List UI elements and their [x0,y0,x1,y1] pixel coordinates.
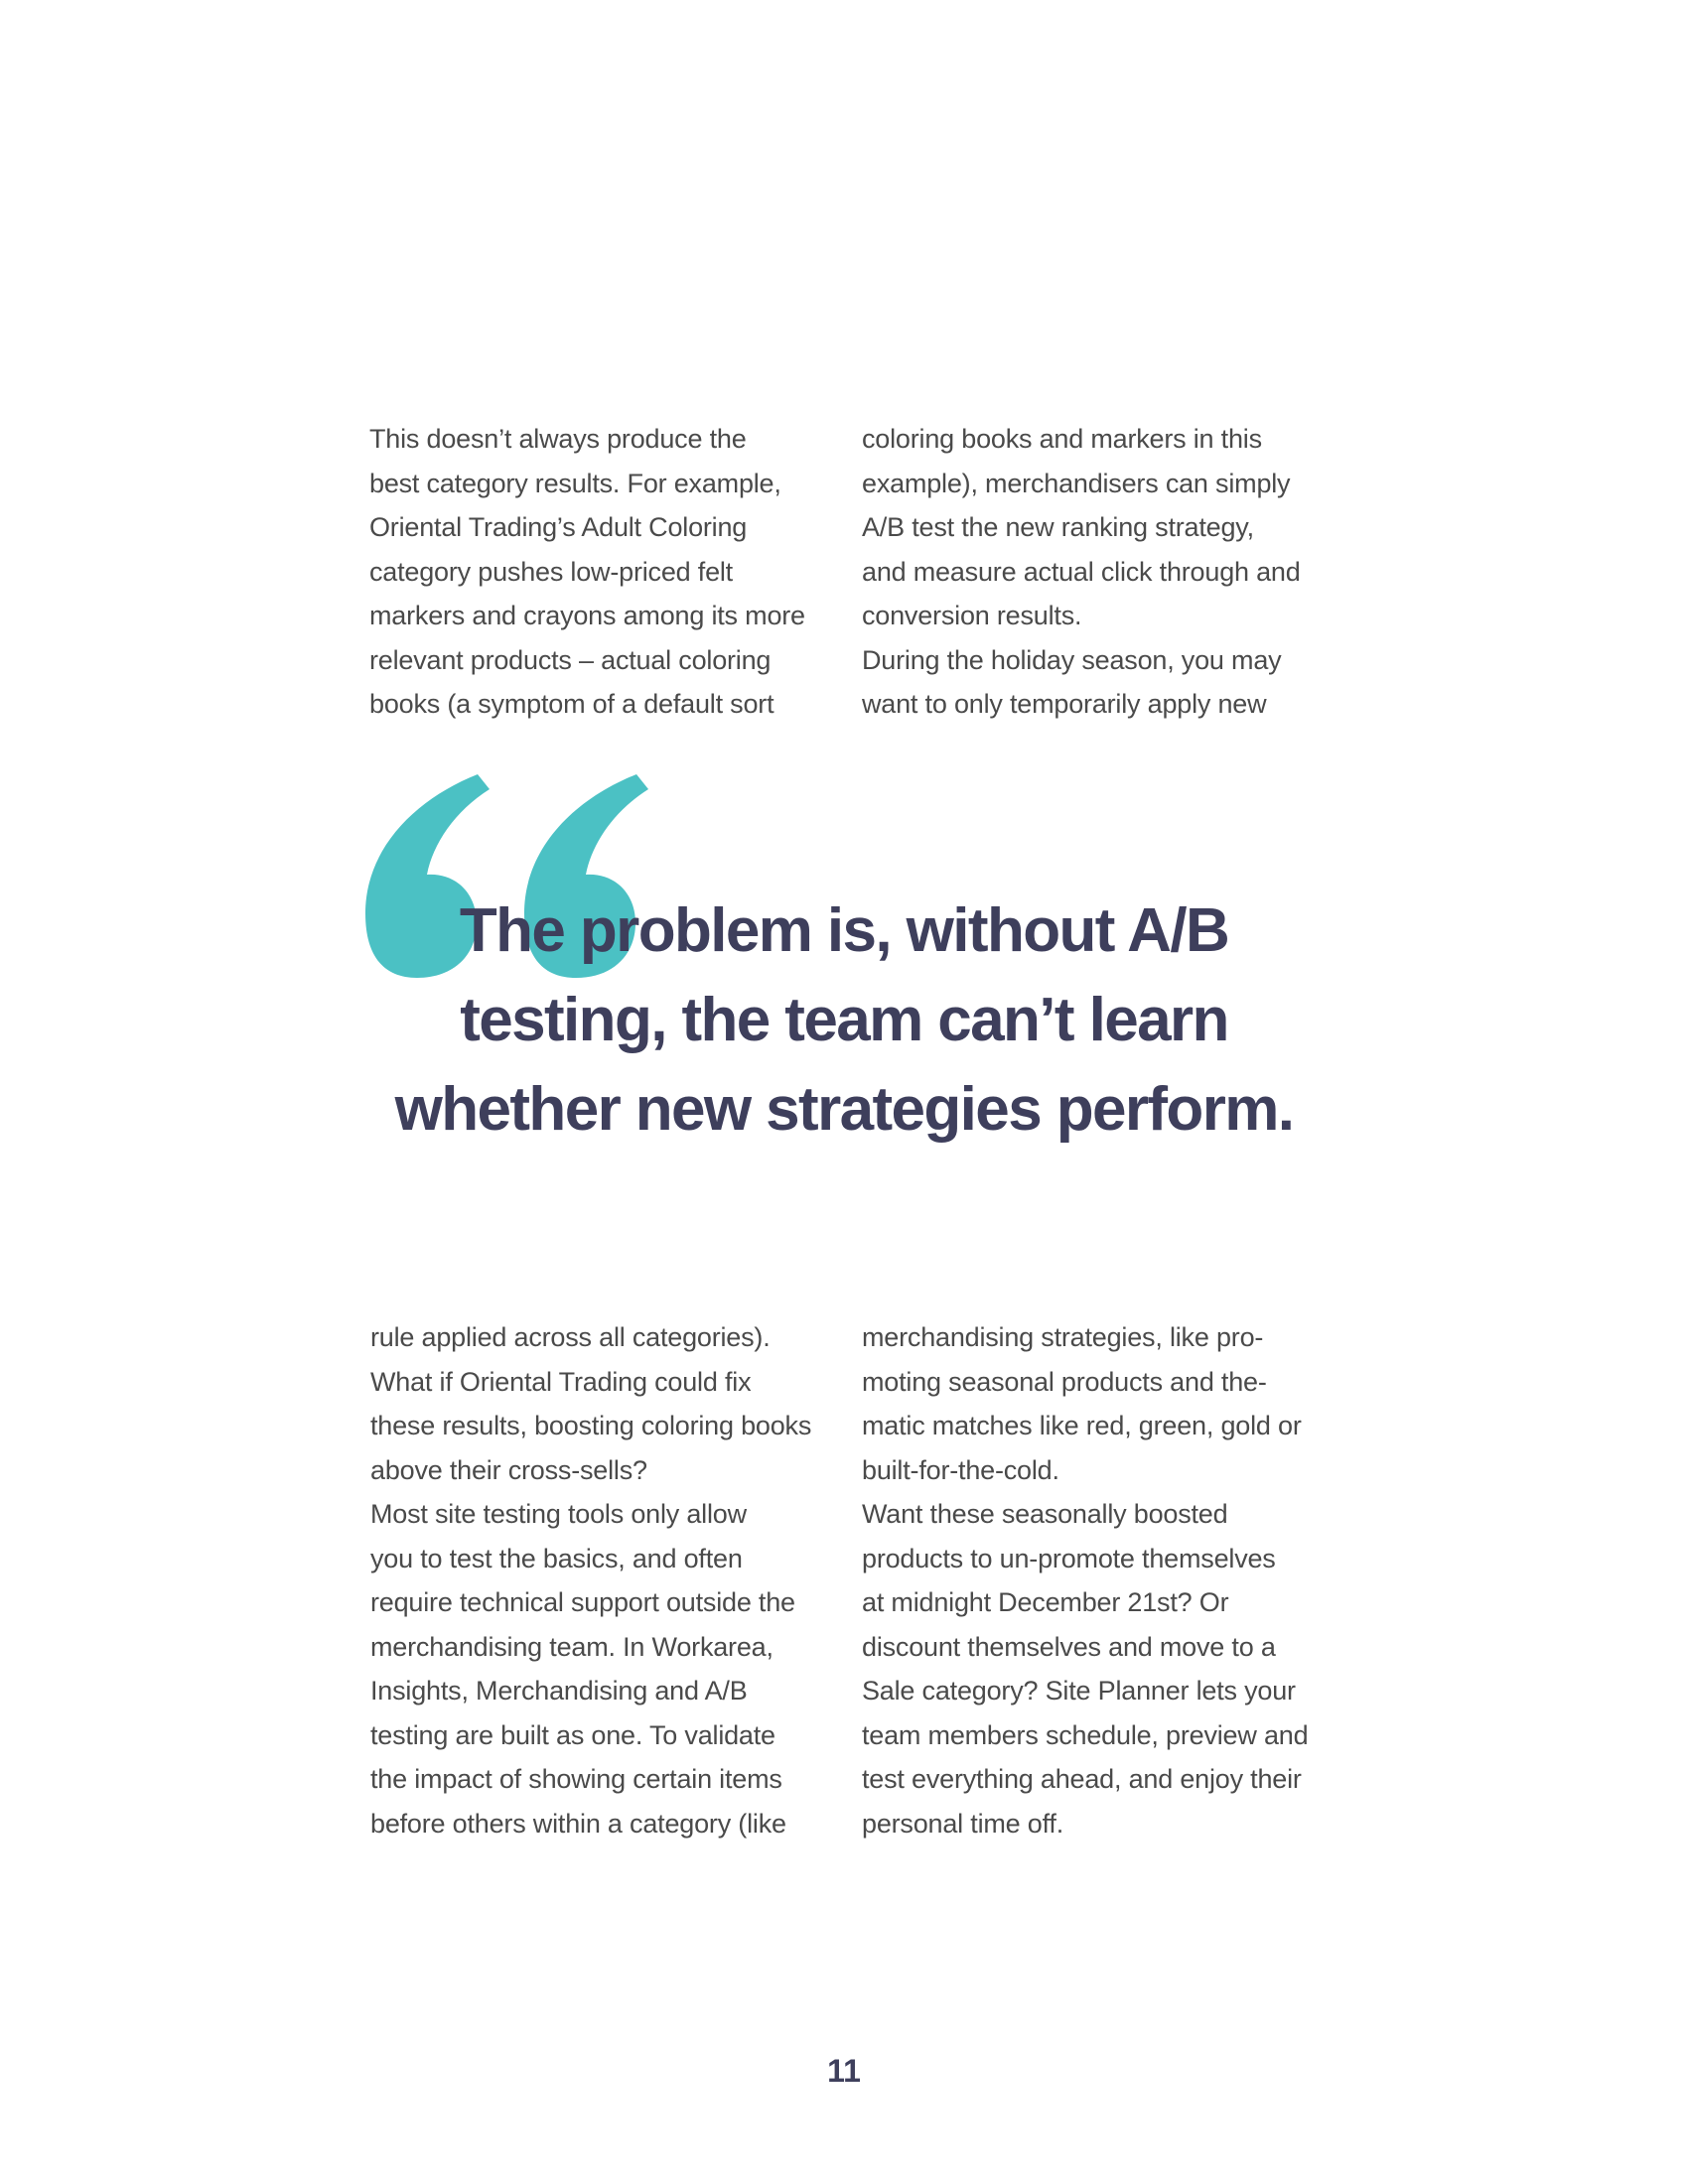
text-line: What if Oriental Trading could fix [370,1366,752,1397]
text-line: During the holiday season, you may [862,644,1282,675]
text-line: the impact of showing certain items [370,1764,782,1794]
text-line: merchandising strategies, like pro- [862,1322,1264,1352]
text-line: testing are built as one. To validate [370,1719,775,1750]
text-line: rule applied across all categories). [370,1322,771,1352]
text-line: require technical support outside the [370,1587,795,1617]
text-line: test everything ahead, and enjoy their [862,1764,1302,1794]
text-line: conversion results. [862,601,1082,630]
body-column-top-left [369,417,805,727]
text-line: A/B test the new ranking strategy, [862,512,1254,542]
text-line: you to test the basics, and often [370,1543,743,1573]
text-line: best category results. For example, [369,468,781,498]
text-line: team members schedule, preview and [862,1719,1309,1750]
text-line: these results, boosting coloring books [370,1411,812,1440]
text-line: relevant products – actual coloring [369,644,772,675]
text-line: books (a symptom of a default sort [369,689,774,719]
text-line: built-for-the-cold. [862,1454,1059,1485]
text-line: and measure actual click through and [862,556,1301,587]
text-line: discount themselves and move to a [862,1631,1276,1662]
text-line: matic matches like red, green, gold or [862,1411,1302,1440]
page-number: 11 [827,2053,861,2089]
text-line: products to un-promote themselves [862,1543,1276,1573]
pull-quote-line: whether new strategies perform. [394,1075,1294,1144]
text-line: example), merchandisers can simply [862,468,1291,498]
body-column-bottom-right [862,1315,1308,1845]
pull-quote-line: testing, the team can’t learn [460,986,1228,1054]
text-line: above their cross-sells? [370,1454,647,1485]
pull-quote [338,887,1350,1155]
pull-quote-line: The problem is, without A/B [459,896,1229,965]
text-line: want to only temporarily apply new [862,689,1267,719]
text-line: Most site testing tools only allow [370,1499,747,1529]
text-line: This doesn’t always produce the [369,424,747,454]
body-column-bottom-left [370,1315,811,1845]
text-line: personal time off. [862,1808,1064,1839]
text-line: Oriental Trading’s Adult Coloring [369,512,748,542]
text-line: coloring books and markers in this [862,424,1262,454]
text-line: markers and crayons among its more [369,601,805,630]
text-line: Want these seasonally boosted [862,1499,1228,1529]
text-line: Sale category? Site Planner lets your [862,1676,1296,1706]
text-line: at midnight December 21st? Or [862,1587,1229,1617]
text-line: Insights, Merchandising and A/B [370,1676,748,1706]
text-line: before others within a category (like [370,1808,786,1839]
text-line: merchandising team. In Workarea, [370,1631,774,1662]
body-column-top-right [862,417,1301,727]
text-line: moting seasonal products and the- [862,1366,1267,1397]
text-line: category pushes low-priced felt [369,556,733,587]
